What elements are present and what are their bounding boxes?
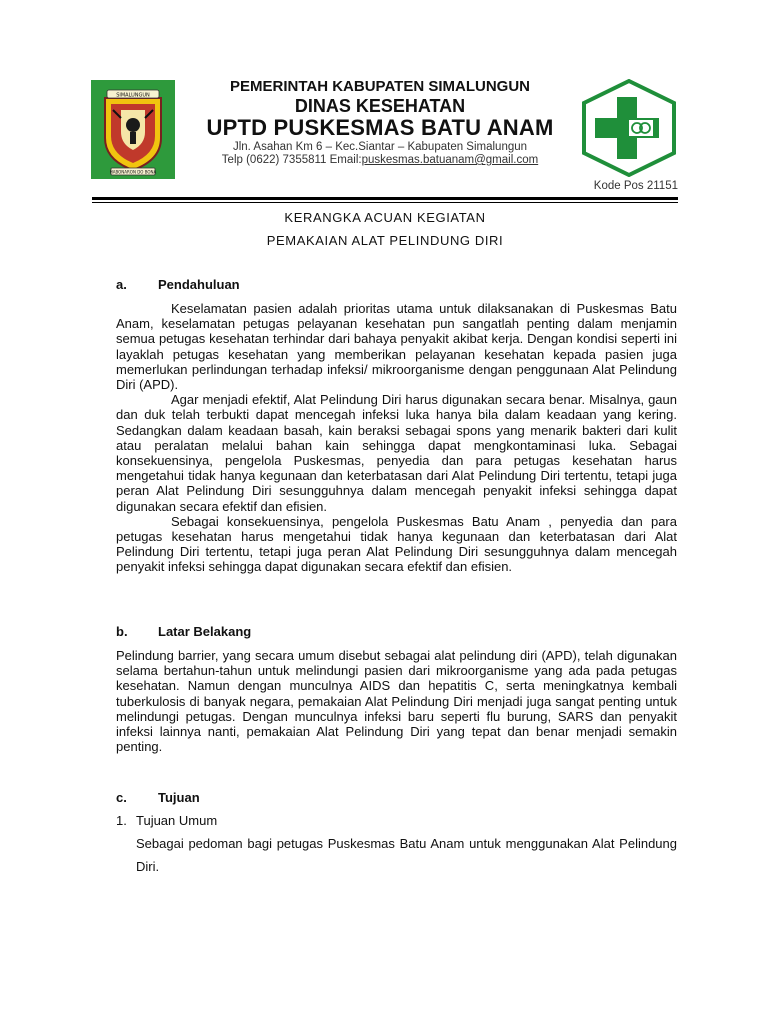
- address: Jln. Asahan Km 6 – Kec.Siantar – Kabupaten Simalungun: [232, 141, 528, 153]
- list-item-body: Sebagai pedoman bagi petugas Puskesmas Batu Anam untuk menggunakan Alat Pelindung Diri.: [136, 836, 677, 874]
- section-b-body: [116, 648, 677, 754]
- section-b-title: Latar Belakang: [158, 624, 252, 639]
- section-c-heading: [116, 790, 200, 805]
- header-rule-thick: [92, 197, 678, 200]
- simalungun-emblem-icon: [91, 80, 175, 179]
- list-item: [116, 813, 217, 828]
- email-link[interactable]: puskesmas.batuanam@gmail.com: [361, 154, 539, 166]
- contact-line: [180, 154, 580, 166]
- postcode: Kode Pos 21151: [593, 180, 678, 192]
- svg-text:HABONARON DO BONA: HABONARON DO BONA: [109, 169, 157, 175]
- section-a-heading: [116, 277, 240, 292]
- list-number: 1.: [116, 813, 127, 828]
- list-label: Tujuan Umum: [136, 813, 218, 828]
- paragraph: Keselamatan pasien adalah prioritas utama untuk dilaksanakan di Puskesmas Batu Anam, keselamatan petugas pelayanan kesehatan pun sangatlah penting dalam menjamin semua petugas kesehatan terhindar dari bahaya penyakit akibat kerja. Dengan kondisi seperti ini layaklah petugas kesehatan yang memberikan pelayanan kesehatan kepada pasien juga memerlukan perlindungan terhadap infeksi/ mikroorganisme dengan penggunaan Alat Pelindung Diri (APD).: [116, 301, 677, 393]
- section-b-marker: b.: [116, 624, 128, 639]
- section-a-title: Pendahuluan: [158, 277, 240, 292]
- document-subtitle: PEMAKAIAN ALAT PELINDUNG DIRI: [266, 233, 504, 248]
- puskesmas-logo-icon: [580, 79, 678, 177]
- document-title: KERANGKA ACUAN KEGIATAN: [284, 210, 486, 225]
- section-c-marker: c.: [116, 790, 127, 805]
- section-a-body: [116, 301, 677, 575]
- paragraph: Sebagai konsekuensinya, pengelola Puskesmas Batu Anam , penyedia dan para petugas kesehatan harus mengetahui tidak hanya kegunaan dan keterbatasan dari Alat Pelindung Diri tertentu, tetapi juga peran Alat Pelindung Diri sesungguhnya dalam mencegah penyakit infeksi sehingga dapat digunakan secara efektif dan efisien.: [116, 513, 677, 575]
- department-name: DINAS KESEHATAN: [294, 96, 466, 116]
- svg-text:SIMALUNGUN: SIMALUNGUN: [116, 92, 150, 99]
- header-rule-thin: [92, 202, 678, 203]
- section-a-marker: a.: [116, 277, 127, 292]
- paragraph: Agar menjadi efektif, Alat Pelindung Diri harus digunakan secara benar. Misalnya, gaun dan duk telah terbukti dapat mencegah infeksi luka hanya bila dalam keadaan yang kering. Sedangkan dalam keadaan basah, kain beraksi sebagai spons yang menarik bakteri dari kulit atau peralatan melalui bahan kain sehingga dapat mengkontaminasi luka. Sebagai konsekuensinya, pengelola Puskesmas, penyedia dan para petugas kesehatan harus mengetahui tidak hanya kegunaan dan keterbatasan dari Alat Pelindung Diri tertentu, tetapi juga peran Alat Pelindung Diri sesungguhnya dalam mencegah penyakit infeksi sehingga dapat digunakan secara efektif dan efisien.: [116, 392, 677, 514]
- paragraph: Pelindung barrier, yang secara umum disebut sebagai alat pelindung diri (APD), telah digunakan selama bertahun-tahun untuk melindungi pasien dari mikroorganisme yang ada pada petugas kesehatan. Namun dengan munculnya AIDS dan hepatitis C, serta meningkatnya kembali tuberkulosis di banyak negara, pemakaian Alat Pelindung Diri menjadi juga sangat penting untuk melindungi petugas. Dengan munculnya infeksi baru seperti flu burung, SARS dan penyakit infeksi lainnya nanti, pemakaian Alat Pelindung Diri yang tepat dan benar menjadi semakin penting.: [116, 648, 677, 755]
- unit-name: UPTD PUSKESMAS BATU ANAM: [206, 115, 554, 140]
- phone-label: Telp (0622) 7355811 Email:: [221, 154, 362, 166]
- section-c-title: Tujuan: [158, 790, 200, 805]
- section-b-heading: [116, 624, 251, 639]
- government-name: PEMERINTAH KABUPATEN SIMALUNGUN: [230, 78, 530, 95]
